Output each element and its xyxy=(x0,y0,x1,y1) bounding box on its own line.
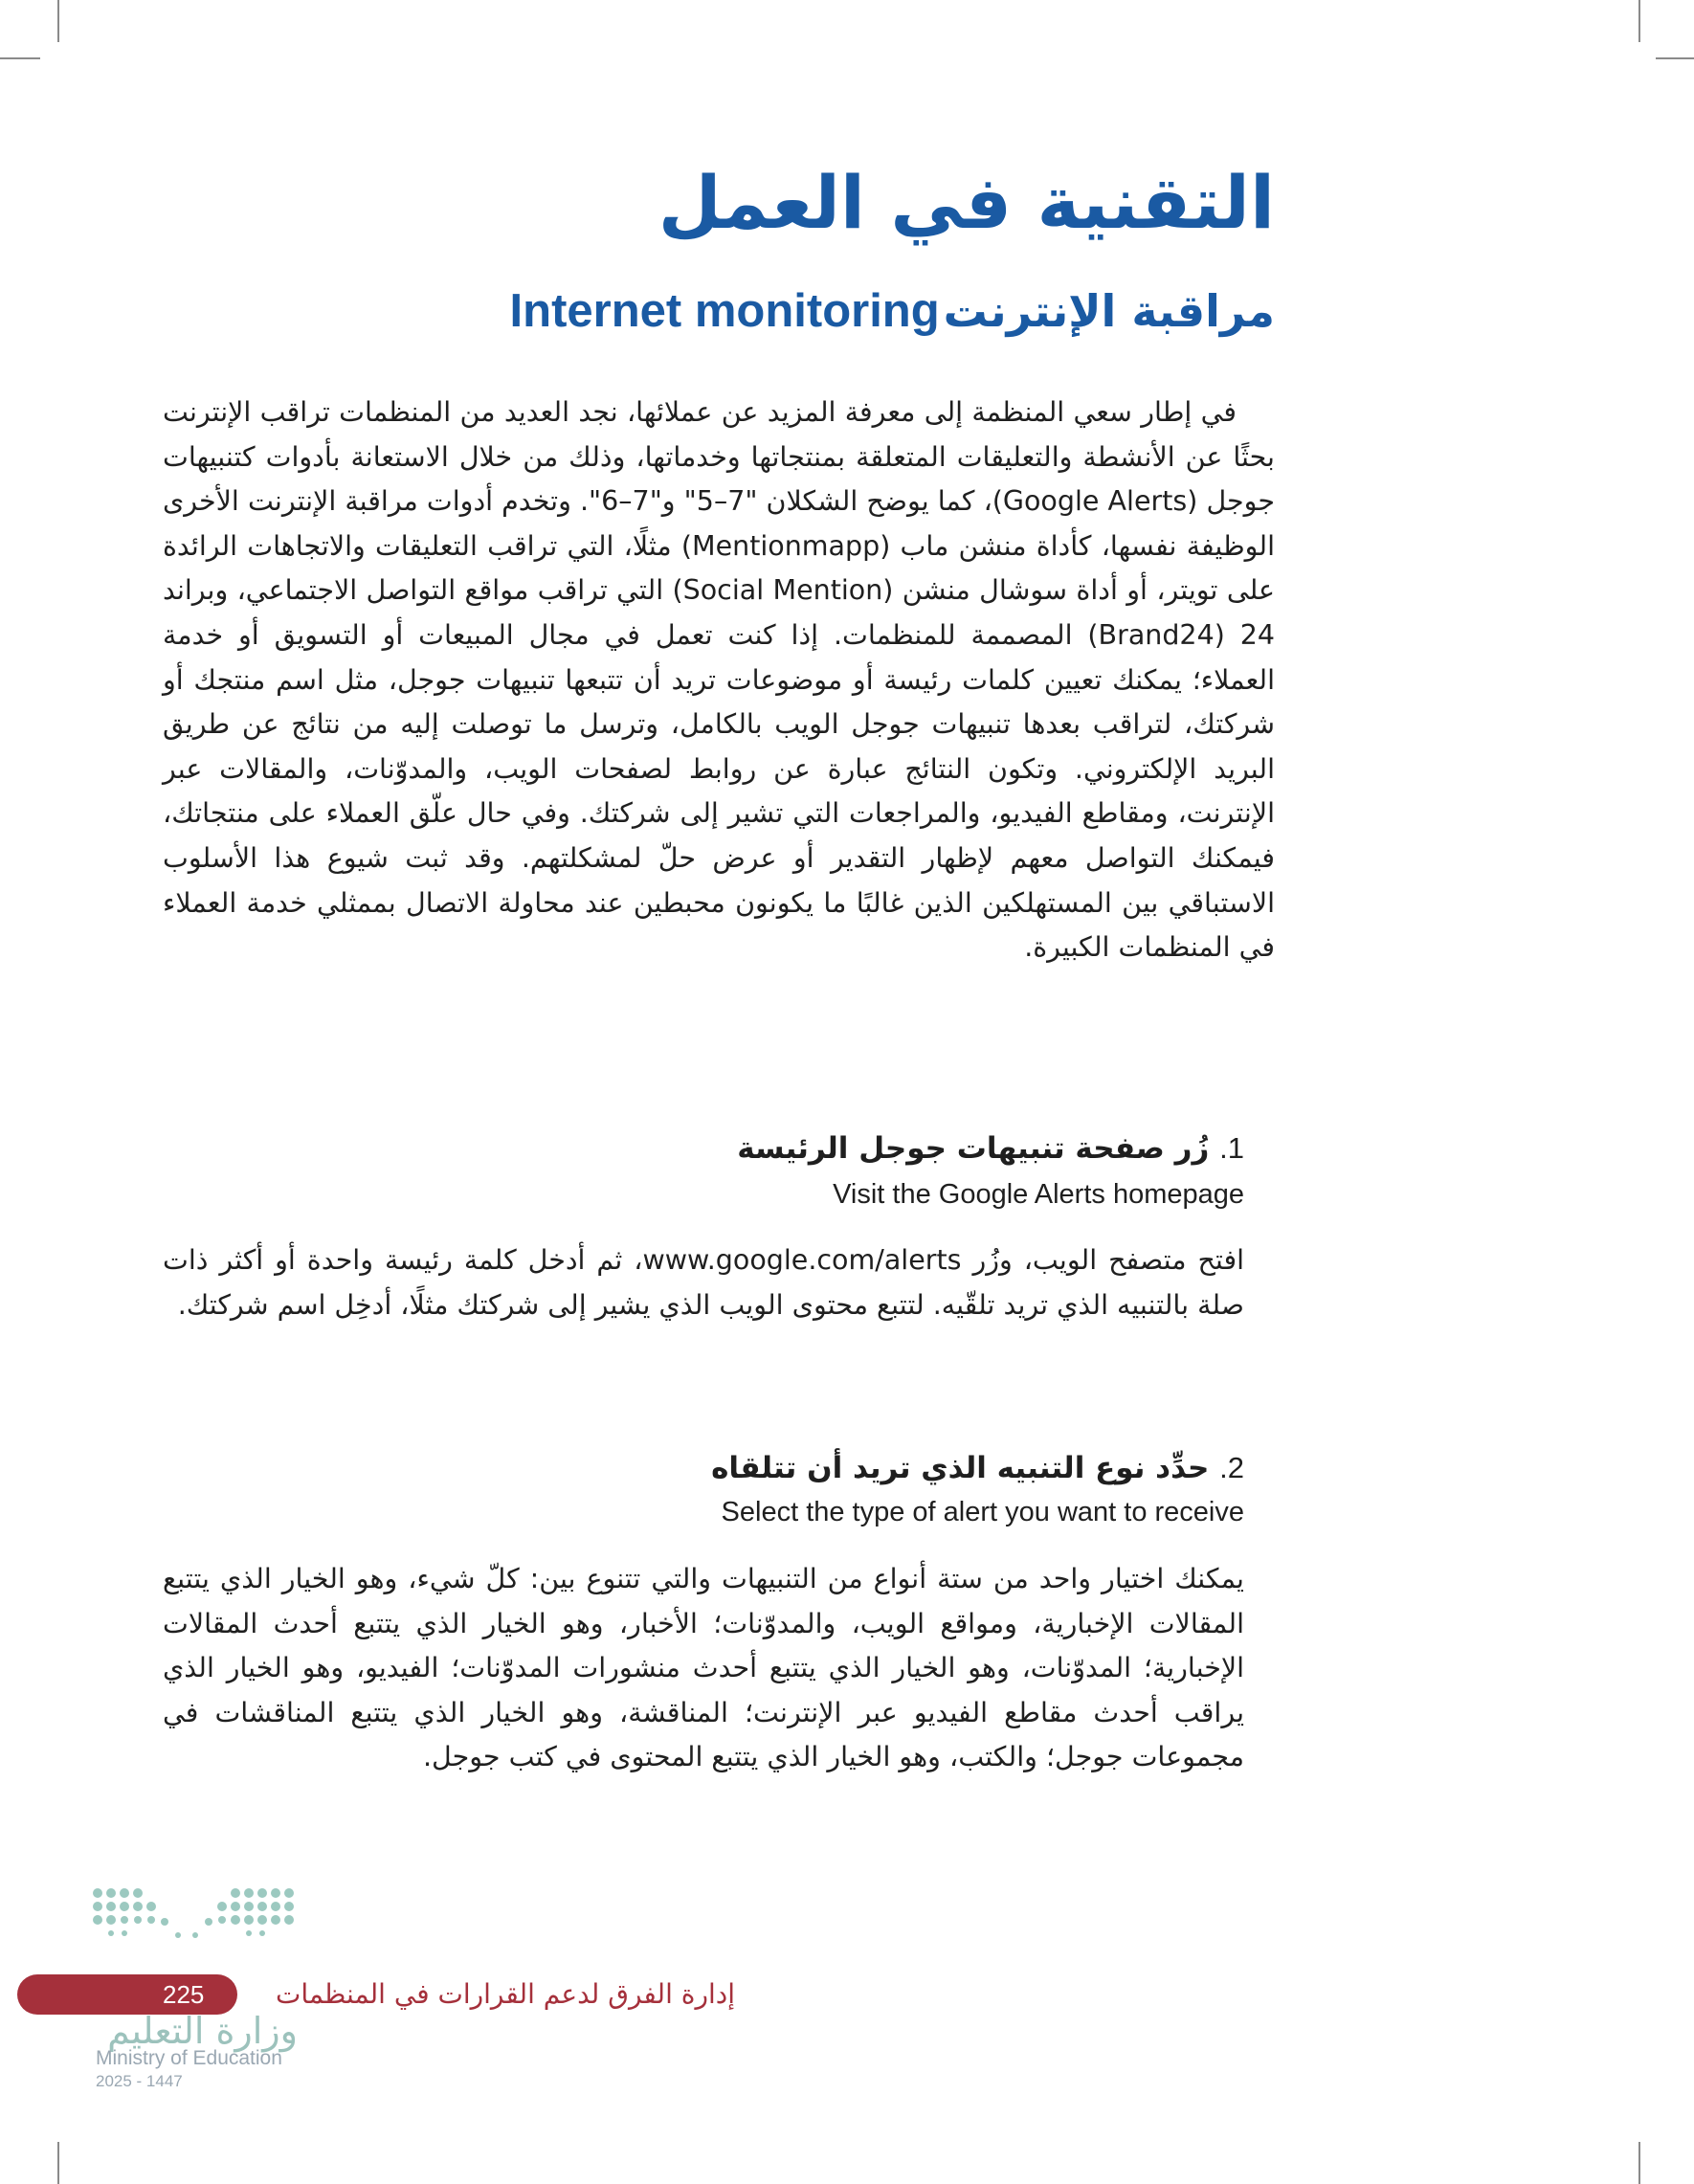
step-2-body: يمكنك اختيار واحد من ستة أنواع من التنبيهات والتي تتنوع بين: كلّ شيء، وهو الخيار الذي يتتبع المقالات الإخبارية، ومواقع الويب، والمدوّنات؛ الأخبار، وهو الخيار الذي يتتبع أحدث المقالات الإخبارية؛ المدوّنات، وهو الخيار الذي يتتبع أحدث منشورات المدوّنات؛ الفيديو، وهو الخيار الذي يراقب أحدث مقاطع الفيديو عبر الإنترنت؛ المناقشة، وهو الخيار الذي يتتبع المناقشات في مجموعات جوجل؛ والكتب، وهو الخيار الذي يتتبع المحتوى في كتب جوجل. xyxy=(163,1563,1244,1773)
page-title: التقنية في العمل xyxy=(658,160,1275,245)
crop-mark-top-left-h xyxy=(0,57,40,59)
crop-mark-top-right-v xyxy=(1638,0,1640,42)
subtitle-arabic: مراقبة الإنترنت xyxy=(943,285,1275,337)
book-title: إدارة الفرق لدعم القرارات في المنظمات xyxy=(275,1978,735,2010)
step-2-heading xyxy=(383,1449,1244,1487)
ministry-name-arabic: وزارة التعليم xyxy=(107,2010,298,2052)
step-2-title: حدِّد نوع التنبيه الذي تريد أن تتلقاه xyxy=(711,1451,1210,1485)
step-1-body: افتح متصفح الويب، وزُر www.google.com/alerts، ثم أدخل كلمة رئيسة واحدة أو أكثر ذات صلة بالتنبيه الذي تريد تلقّيه. لتتبع محتوى الويب الذي يشير إلى شركتك مثلًا، أدخِل اسم شركتك. xyxy=(163,1244,1244,1321)
crop-mark-bottom-right-v xyxy=(1638,2142,1640,2184)
subtitle-english: Internet monitoring xyxy=(509,285,940,337)
ministry-logo-icon xyxy=(92,1885,302,1973)
step-2-number: 2. xyxy=(1219,1451,1244,1484)
section-subtitle xyxy=(318,283,1275,340)
step-1-english-heading: Visit the Google Alerts homepage xyxy=(833,1179,1244,1210)
edition-year: 2025 - 1447 xyxy=(96,2072,183,2090)
step-1-title: زُر صفحة تنبيهات جوجل الرئيسة xyxy=(737,1131,1210,1166)
crop-mark-top-left-v xyxy=(57,0,59,42)
step-2-english-heading: Select the type of alert you want to receive xyxy=(721,1497,1244,1527)
page-number: 225 xyxy=(163,1980,205,2009)
step-1-heading xyxy=(383,1129,1244,1168)
page-number-bar xyxy=(17,1974,237,2015)
crop-mark-bottom-left-v xyxy=(57,2142,59,2184)
step-1-number: 1. xyxy=(1219,1131,1244,1165)
crop-mark-top-right-h xyxy=(1656,57,1694,59)
ministry-name-english: Ministry of Education xyxy=(96,2047,282,2069)
intro-paragraph: في إطار سعي المنظمة إلى معرفة المزيد عن عملائها، نجد العديد من المنظمات تراقب الإنترنت بحثًا عن الأنشطة والتعليقات المتعلقة بمنتجاتها وخدماتها، وذلك من خلال الاستعانة بأدوات كتنبيهات جوجل (Google Alerts)، كما يوضح الشكلان "7–5" و"7–6". وتخدم أدوات مراقبة الإنترنت الأخرى الوظيفة نفسها، كأداة منشن ماب (Mentionmapp) مثلًا، التي تراقب التعليقات والاتجاهات الرائدة على تويتر، أو أداة سوشال منشن (Social Mention) التي تراقب مواقع التواصل الاجتماعي، وبراند 24 (Brand24) المصممة للمنظمات. إذا كنت تعمل في مجال المبيعات أو التسويق أو خدمة العملاء؛ يمكنك تعيين كلمات رئيسة أو موضوعات تريد أن تتبعها تنبيهات جوجل، مثل اسم منتجك أو شركتك، لتراقب بعدها تنبيهات جوجل الويب بالكامل، وترسل ما توصلت إليه من نتائج عن طريق البريد الإلكتروني. وتكون النتائج عبارة عن روابط لصفحات الويب، والمدوّنات، والمقالات عبر الإنترنت، ومقاطع الفيديو، والمراجعات التي تشير إلى شركتك. وفي حال علّق العملاء على منتجاتك، فيمكنك التواصل معهم لإظهار التقدير أو عرض حلّ لمشكلتهم. وقد ثبت شيوع هذا الأسلوب الاستباقي بين المستهلكين الذين غالبًا ما يكونون محبطين عند محاولة الاتصال بممثلي خدمة العملاء في المنظمات الكبيرة. xyxy=(163,396,1276,964)
